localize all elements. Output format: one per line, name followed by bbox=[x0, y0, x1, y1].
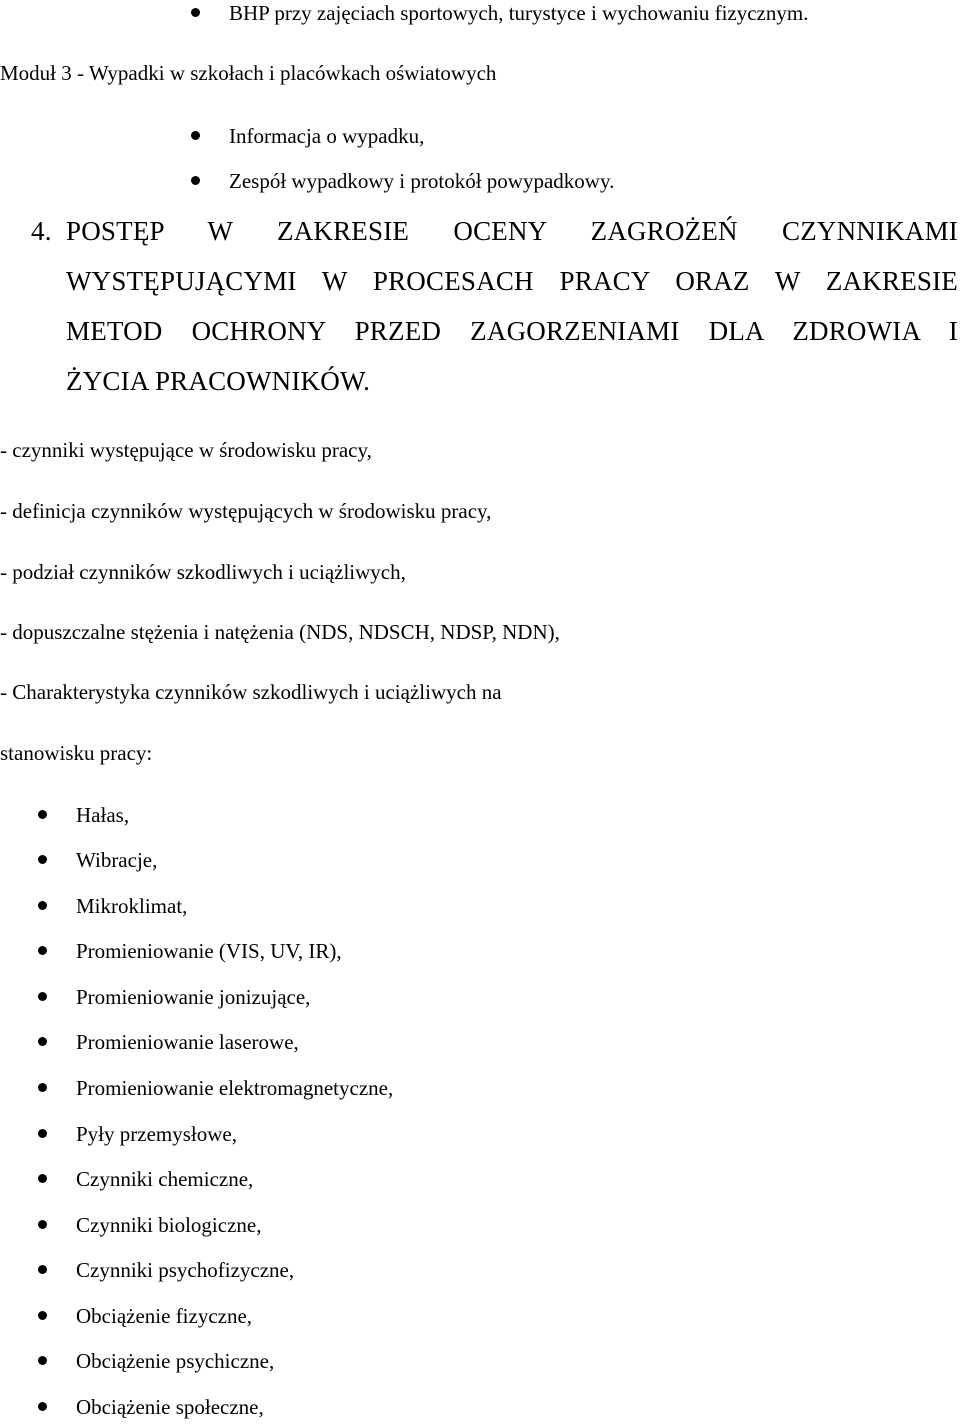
list-item-text: Promieniowanie laserowe, bbox=[76, 1030, 299, 1054]
bullet-icon bbox=[38, 1311, 47, 1320]
list-item bbox=[229, 168, 614, 194]
list-item bbox=[76, 1394, 264, 1420]
list-item-text: Wibracje, bbox=[76, 848, 158, 872]
bullet-icon bbox=[38, 946, 47, 955]
list-item bbox=[76, 1348, 274, 1374]
list-item-text: Czynniki biologiczne, bbox=[76, 1213, 262, 1237]
section-number: 4. bbox=[31, 216, 52, 246]
text-line: - podział czynników szkodliwych i uciążliwych, bbox=[0, 560, 406, 584]
list-item bbox=[76, 1166, 253, 1192]
section-title-line: METOD OCHRONY PRZED ZAGORZENIAMI DLA ZDROWIA I bbox=[66, 316, 958, 346]
list-item bbox=[229, 0, 808, 26]
list-item bbox=[76, 1257, 294, 1283]
bullet-icon bbox=[38, 1083, 47, 1092]
list-item-text: Hałas, bbox=[76, 803, 130, 827]
bullet-icon bbox=[38, 1220, 47, 1229]
text-line: - definicja czynników występujących w środowisku pracy, bbox=[0, 499, 492, 523]
bullet-icon bbox=[38, 1174, 47, 1183]
list-item bbox=[76, 1212, 261, 1238]
list-item-text: Promieniowanie elektromagnetyczne, bbox=[76, 1076, 394, 1100]
section-title-line: ŻYCIA PRACOWNIKÓW. bbox=[66, 366, 371, 396]
list-item-text: Zespół wypadkowy i protokół powypadkowy. bbox=[229, 169, 615, 193]
list-item-text: Obciążenie fizyczne, bbox=[76, 1304, 253, 1328]
list-item-text: Obciążenie psychiczne, bbox=[76, 1349, 275, 1373]
bullet-icon bbox=[191, 8, 200, 17]
bullet-icon bbox=[38, 1402, 47, 1411]
list-item-text: Mikroklimat, bbox=[76, 894, 188, 918]
list-item bbox=[76, 1029, 299, 1055]
list-item bbox=[76, 938, 342, 964]
bullet-icon bbox=[191, 176, 200, 185]
section-title-line: POSTĘP W ZAKRESIE OCENY ZAGROŻEŃ CZYNNIKAMI bbox=[66, 216, 958, 246]
list-item-text: Informacja o wypadku, bbox=[229, 124, 425, 148]
text-line: - Charakterystyka czynników szkodliwych i uciążliwych na bbox=[0, 680, 502, 704]
list-item bbox=[229, 123, 424, 149]
list-item-text: Czynniki chemiczne, bbox=[76, 1167, 254, 1191]
list-item bbox=[76, 984, 310, 1010]
text-line: - czynniki występujące w środowisku pracy, bbox=[0, 438, 372, 462]
bullet-icon bbox=[38, 901, 47, 910]
text-line: - dopuszczalne stężenia i natężenia (NDS, NDSCH, NDSP, NDN), bbox=[0, 620, 560, 644]
bullet-icon bbox=[38, 1037, 47, 1046]
list-item-text: Czynniki psychofizyczne, bbox=[76, 1258, 295, 1282]
text-line: stanowisku pracy: bbox=[0, 741, 153, 765]
list-item-text: Obciążenie społeczne, bbox=[76, 1395, 264, 1419]
section-title-line: WYSTĘPUJĄCYMI W PROCESACH PRACY ORAZ W ZAKRESIE bbox=[66, 266, 958, 296]
list-item bbox=[76, 893, 187, 919]
bullet-icon bbox=[38, 1129, 47, 1138]
bullet-icon bbox=[191, 131, 200, 140]
list-item-text: Pyły przemysłowe, bbox=[76, 1122, 237, 1146]
bullet-icon bbox=[38, 1265, 47, 1274]
list-item-text: Promieniowanie (VIS, UV, IR), bbox=[76, 939, 342, 963]
bullet-icon bbox=[38, 992, 47, 1001]
list-item bbox=[76, 1075, 393, 1101]
list-item bbox=[76, 802, 129, 828]
bullet-icon bbox=[38, 1356, 47, 1365]
bullet-icon bbox=[38, 855, 47, 864]
bullet-icon bbox=[38, 810, 47, 819]
list-item bbox=[76, 1303, 252, 1329]
list-item-text: Promieniowanie jonizujące, bbox=[76, 985, 311, 1009]
list-item bbox=[76, 1121, 237, 1147]
module-title: Moduł 3 - Wypadki w szkołach i placówkach oświatowych bbox=[0, 61, 497, 85]
list-item-text: BHP przy zajęciach sportowych, turystyce i wychowaniu fizycznym. bbox=[229, 1, 809, 25]
list-item bbox=[76, 847, 157, 873]
